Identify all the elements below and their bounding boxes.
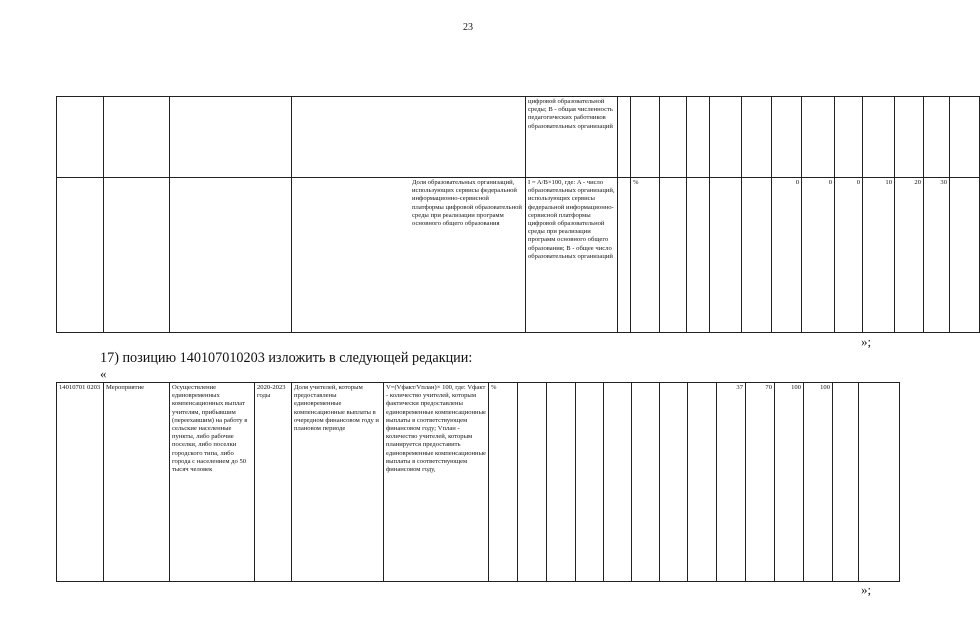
value-cell: 30 <box>924 178 950 333</box>
end-quote-mark: »; <box>861 334 872 349</box>
page-number: 23 <box>463 22 473 33</box>
value-cell: 37 <box>717 383 746 582</box>
unit-cell: % <box>631 178 660 333</box>
table-row <box>57 178 980 333</box>
value-cell: 20 <box>895 178 924 333</box>
table-row <box>57 97 980 178</box>
indicator-cell: Доля учителей, которым предоставлены единовременные компенсационные выплаты в очередном финансовом году и плановом периоде <box>292 383 384 582</box>
open-quote-mark: « <box>100 366 107 381</box>
measure-table <box>56 382 900 582</box>
description-cell: Осуществление единовременных компенсационных выплат учителям, прибывшим (переехавшим) на работу в сельские населенные пункты, либо рабочие поселки, либо поселки городского типа, либо города с населением до 50 тысяч человек <box>170 383 255 582</box>
unit-cell: % <box>489 383 518 582</box>
formula-cell: цифровой образовательной среды; B - общая численность педагогических работников образовательных организаций <box>526 97 618 178</box>
formula-cell: V=(Vфакт/Vплан)× 100, где: Vфакт - количество учителей, которым фактически предоставлены единовременные компенсационные выплаты в соответствующем финансовом году; Vплан - количество учителей, которым планируется предоставить единовременные компенсационные выплаты в соответствующем финансовом году, <box>384 383 489 582</box>
value-cell: 10 <box>863 178 895 333</box>
value-cell: 0 <box>772 178 802 333</box>
value-cell: 0 <box>835 178 863 333</box>
period-cell: 2020-2023 годы <box>255 383 292 582</box>
end-quote-mark: »; <box>861 582 872 597</box>
value-cell: 70 <box>746 383 775 582</box>
code-cell: 14010701 0203 <box>57 383 104 582</box>
formula-cell: I = A/B×100, где: A - число образовательных организаций, использующих сервисы федеральной информационно-сервисной платформы цифровой образовательной среды при реализации программ основного общего образования; B - общее число образовательных организаций <box>526 178 618 333</box>
indicators-table-continued <box>56 96 980 333</box>
amendment-instruction: 17) позицию 140107010203 изложить в следующей редакции: <box>100 350 473 366</box>
value-cell: 0 <box>802 178 835 333</box>
table-row <box>57 383 900 582</box>
type-cell: Мероприятие <box>104 383 170 582</box>
value-cell: 100 <box>804 383 833 582</box>
indicator-cell <box>292 178 526 333</box>
value-cell: 100 <box>775 383 804 582</box>
indicator-text: Доля образовательных организаций, использующих сервисы федеральной информационно-сервисной платформы цифровой образовательной среды при реализации программ основного общего образования <box>412 179 522 228</box>
